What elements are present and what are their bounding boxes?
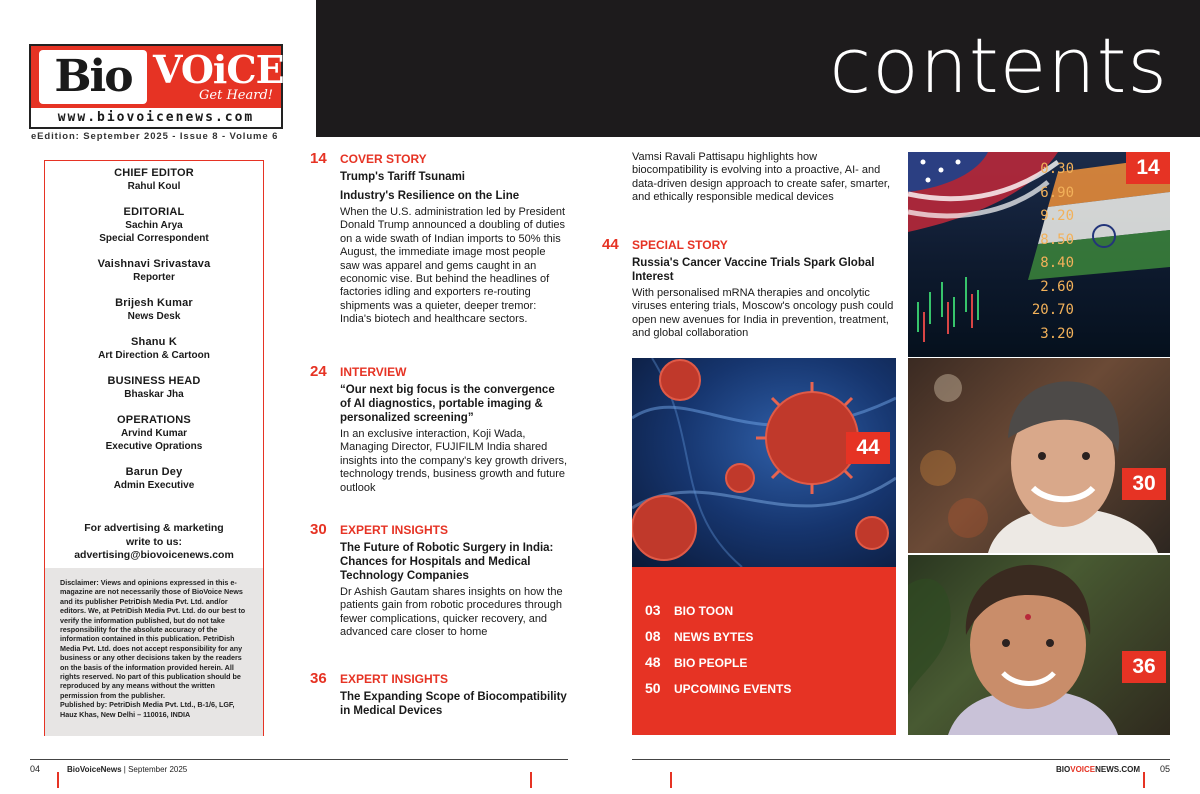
regular-label: NEWS BYTES [674,630,754,644]
regular-label: BIO TOON [674,604,734,618]
story-title: The Future of Robotic Surgery in India: Chances for Hospitals and Medical Technology Companies [340,542,554,582]
advertising-contact [45,522,263,563]
ticker-value: 6.90 [1040,184,1074,201]
ticker-value: 0.30 [1040,161,1074,177]
expert-insights-entry[interactable] [310,671,568,721]
ticker-value: 8.40 [1040,255,1074,271]
disclaimer-text: Disclaimer: Views and opinions expressed in this e-magazine are not necessarily those of BioVoice News and its publisher PetriDish Media Pvt. Ltd. and/or editors. We, at PetriDish Media Pvt. Ltd. do our best to verify the information published, but do not take responsibility for the absolute accuracy of the information contained in this publication. PetriDish Media Pvt. Ltd. does not accept responsibility for any business or any other decisions taken by the readers on the basis of the information provided herein. All rights reserved. No part of this publication should be reproduced by any means without the written permission from the publisher. [60,578,246,700]
virus-photo[interactable] [632,358,896,567]
staff-group [45,167,263,193]
bio-people-portrait[interactable] [908,555,1170,735]
page-badge: 30 [1122,468,1166,500]
logo-tagline: Get Heard! [199,88,273,103]
interview-entry[interactable] [310,364,568,495]
logo-url: www.biovoicenews.com [57,110,255,125]
man-portrait-illustration [908,358,1170,553]
regulars-list [632,567,896,735]
staff-group [45,297,263,323]
staff-group [45,206,263,245]
story-subtitle: Industry's Resilience on the Line [340,190,520,202]
staff-role: Brijesh Kumar [115,297,193,309]
staff-list [45,167,263,505]
footer-page-right: 05 [1160,764,1171,774]
regular-item[interactable] [645,601,885,619]
story-title: The Expanding Scope of Biocompatibility in Medical Devices [340,691,567,717]
expert-insights-continued [632,151,894,205]
section-label: EXPERT INSIGHTS [340,672,449,686]
advert-line: For advertising & marketing [84,522,224,534]
footer-brand-left [67,765,187,775]
footer-page-left: 04 [30,764,41,774]
contents-banner [316,0,1200,137]
staff-title: Special Correspondent [99,233,209,244]
staff-group [45,414,263,453]
page-number: 44 [602,236,619,253]
story-summary: In an exclusive interaction, Koji Wada, Managing Director, FUJIFILM India shared insights into the company's key growth drivers, technology trends, business growth and future outlook [340,428,568,494]
staff-name: Reporter [133,272,175,283]
story-summary: Dr Ashish Gautam shares insights on how the patients gain from robotic procedures through fewer complications, quicker recovery, and advanced care closer to home [340,586,563,639]
regular-item[interactable] [645,627,885,645]
footer-brand-part: NEWS.COM [1095,765,1141,774]
staff-group [45,375,263,401]
koji-wada-portrait[interactable] [908,358,1170,553]
staff-group [45,466,263,492]
ticker-value: 8.50 [1040,231,1074,248]
edition-info: eEdition: September 2025 - Issue 8 - Volume 6 [31,131,279,142]
footer-rule-right [632,759,1170,760]
footer-accent-bar [530,772,532,788]
page-badge: 36 [1122,651,1166,683]
flags-tariff-photo[interactable] [908,152,1170,357]
page-number: 08 [645,628,661,644]
publisher-info: Published by: PetriDish Media Pvt. Ltd., B-1/6, LGF, Hauz Khas, New Delhi – 110016, INDIA [60,700,235,719]
footer-brand-part: BIO [1056,765,1071,774]
regular-item[interactable] [645,653,885,671]
woman-portrait-illustration [908,555,1170,735]
page-badge: 14 [1126,152,1170,184]
story-summary: With personalised mRNA therapies and oncolytic viruses entering trials, Moscow's oncology push could open new avenues for India in prevention, treatment, and global collaboration [632,287,894,340]
special-story-entry[interactable] [602,237,896,341]
regular-label: UPCOMING EVENTS [674,682,792,696]
footer-accent-bar [670,772,672,788]
staff-group [45,258,263,284]
section-label: SPECIAL STORY [632,238,728,252]
ticker-value: 9.20 [1040,208,1074,224]
footer-accent-bar [57,772,59,788]
page-title: contents [829,21,1168,110]
section-label: INTERVIEW [340,365,407,379]
logo-red-block [31,46,284,108]
ticker-value: 2.60 [1040,278,1074,295]
staff-name: Rahul Koul [127,181,181,192]
staff-name: Sachin Arya [125,220,183,231]
staff-name: News Desk [127,311,181,322]
page-number: 30 [310,521,327,538]
story-title: Russia's Cancer Vaccine Trials Spark Global Interest [632,257,875,283]
staff-role: CHIEF EDITOR [114,167,194,179]
section-label: EXPERT INSIGHTS [340,523,449,537]
staff-role: OPERATIONS [117,414,191,426]
staff-role: EDITORIAL [123,206,185,218]
story-summary: When the U.S. administration led by President Donald Trump announced a doubling of duties on a wide swath of Indian imports to 50% this August, the immediate image most people saw was apparel and gems caught in an economic vise. But behind the headlines of factories idling and exporters re-routing shipments was a quieter, deeper tremor: India's biotech and healthcare sectors. [340,206,566,326]
masthead-box [44,160,264,736]
staff-role: Vaishnavi Srivastava [97,258,211,270]
logo-voice-text: VOiCE [153,47,284,92]
story-summary: Vamsi Ravali Pattisapu highlights how biocompatibility is evolving into a proactive, AI- and data-driven design approach to create safer, smarter, and ethically responsible medical devices [632,151,891,204]
ticker-value: 3.20 [1040,325,1074,342]
footer-brand-part: VOICE [1070,765,1096,774]
staff-role: Barun Dey [125,466,183,478]
section-label: COVER STORY [340,152,427,166]
advert-line: write to us: [125,535,182,548]
page-number: 14 [310,150,327,167]
expert-insights-entry[interactable] [310,522,568,640]
staff-role: Shanu K [130,336,177,348]
logo-bio-text: Bio [39,50,147,104]
ticker-value: 20.70 [1031,302,1074,318]
ticker-column [994,158,1074,346]
page-number: 24 [310,363,327,380]
staff-group [45,336,263,362]
staff-title: Executive Oprations [105,441,203,452]
page-number: 50 [645,680,661,696]
advert-email[interactable]: advertising@biovoicenews.com [74,549,234,561]
footer-rule-left [30,759,568,760]
page-number: 03 [645,602,661,618]
story-title: “Our next big focus is the convergence of AI diagnostics, portable imaging & personalized screening” [340,384,555,424]
regular-label: BIO PEOPLE [674,656,748,670]
cover-story-entry[interactable] [310,151,568,327]
regular-item[interactable] [645,679,885,697]
staff-name: Bhaskar Jha [124,389,184,400]
biovoice-logo [29,44,283,129]
story-title: Trump's Tariff Tsunami [340,171,465,183]
footer-brand-right[interactable] [1056,765,1140,775]
page-number: 36 [310,670,327,687]
page-badge: 44 [846,432,890,464]
footer-accent-bar [1143,772,1145,788]
staff-role: BUSINESS HEAD [107,375,201,387]
footer-date: | September 2025 [123,765,188,774]
staff-name: Admin Executive [113,480,195,491]
footer-brand: BioVoiceNews [67,765,122,774]
disclaimer-box [45,568,263,736]
staff-name: Arvind Kumar [120,428,188,439]
page-number: 48 [645,654,661,670]
staff-name: Art Direction & Cartoon [98,350,210,361]
